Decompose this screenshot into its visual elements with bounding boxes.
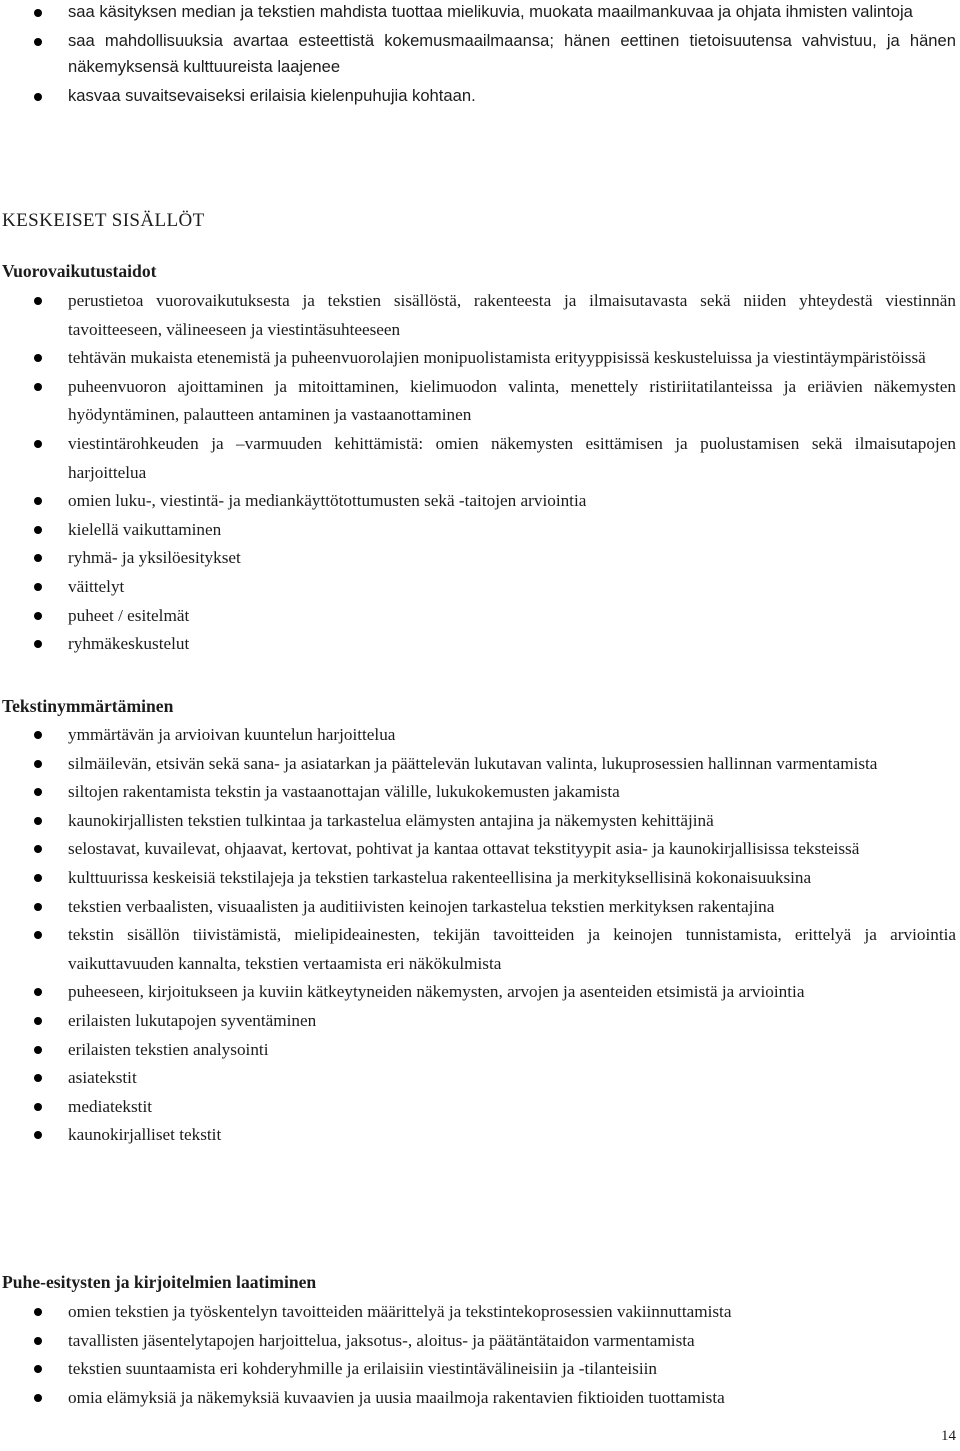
list-item: omia elämyksiä ja näkemyksiä kuvaavien ja uusia maailmoja rakentavien fiktioiden tuottamista	[0, 1384, 958, 1413]
list-item: saa mahdollisuuksia avartaa esteettistä kokemusmaailmaansa; hänen eettinen tietoisuutensa vahvistuu, ja hänen näkemyksensä kulttuureista laajenee	[0, 28, 958, 81]
bullet-icon	[34, 297, 42, 305]
intro-list	[0, 0, 958, 111]
bullet-icon	[34, 731, 42, 739]
list-item: selostavat, kuvailevat, ohjaavat, kertovat, pohtivat ja kantaa ottavat tekstityypit asia- ja kaunokirjallisissa teksteissä	[0, 835, 958, 864]
bullet-icon	[34, 354, 42, 362]
list-item: saa käsityksen median ja tekstien mahdista tuottaa mielikuvia, muokata maailmankuvaa ja ohjata ihmisten valintoja	[0, 0, 958, 26]
list-item: erilaisten lukutapojen syventäminen	[0, 1007, 958, 1036]
bullet-icon	[34, 931, 42, 939]
list-item: viestintärohkeuden ja –varmuuden kehittämistä: omien näkemysten esittämisen ja puolustamisen sekä ilmaisutapojen harjoittelua	[0, 430, 958, 487]
bullet-icon	[34, 440, 42, 448]
section-heading-vuorovaikutustaidot: Vuorovaikutustaidot	[2, 261, 157, 281]
list-item: kielellä vaikuttaminen	[0, 516, 958, 545]
bullet-icon	[34, 1131, 42, 1139]
list-item: asiatekstit	[0, 1064, 958, 1093]
bullet-icon	[34, 38, 42, 46]
bullet-icon	[34, 788, 42, 796]
list-item: silmäilevän, etsivän sekä sana- ja asiatarkan ja päättelevän lukutavan valinta, lukuprosessien hallinnan varmentamista	[0, 750, 958, 779]
list-item: erilaisten tekstien analysointi	[0, 1036, 958, 1065]
list-item: puheet / esitelmät	[0, 602, 958, 631]
bullet-icon	[34, 874, 42, 882]
bullet-icon	[34, 760, 42, 768]
bullet-icon	[34, 612, 42, 620]
bullet-icon	[34, 845, 42, 853]
list-item: siltojen rakentamista tekstin ja vastaanottajan välille, lukukokemusten jakamista	[0, 778, 958, 807]
puhe-esitysten-list	[0, 1298, 958, 1412]
list-item: tekstien suuntaamista eri kohderyhmille ja erilaisiin viestintävälineisiin ja -tilanteisiin	[0, 1355, 958, 1384]
list-item: kaunokirjallisten tekstien tulkintaa ja tarkastelua elämysten antajina ja näkemysten kehittäjinä	[0, 807, 958, 836]
bullet-icon	[34, 9, 42, 17]
bullet-icon	[34, 93, 42, 101]
bullet-icon	[34, 497, 42, 505]
list-item: tehtävän mukaista etenemistä ja puheenvuorolajien monipuolistamista erityyppisissä keskusteluissa ja viestintäympäristöissä	[0, 344, 958, 373]
bullet-icon	[34, 583, 42, 591]
bullet-icon	[34, 1337, 42, 1345]
vuorovaikutustaidot-list	[0, 287, 958, 659]
section-title: KESKEISET SISÄLLÖT	[2, 210, 205, 231]
list-item: ryhmä- ja yksilöesitykset	[0, 544, 958, 573]
list-item: tavallisten jäsentelytapojen harjoittelua, jaksotus-, aloitus- ja päätäntätaidon varmentamista	[0, 1327, 958, 1356]
bullet-icon	[34, 554, 42, 562]
bullet-icon	[34, 988, 42, 996]
list-item: mediatekstit	[0, 1093, 958, 1122]
list-item: puheeseen, kirjoitukseen ja kuviin kätkeytyneiden näkemysten, arvojen ja asenteiden etsimistä ja arviointia	[0, 978, 958, 1007]
bullet-icon	[34, 1308, 42, 1316]
list-item: ymmärtävän ja arvioivan kuuntelun harjoittelua	[0, 721, 958, 750]
page-number: 14	[941, 1428, 956, 1444]
bullet-icon	[34, 1365, 42, 1373]
list-item: kulttuurissa keskeisiä tekstilajeja ja tekstien tarkastelua rakenteellisina ja merkityksellisinä kokonaisuuksina	[0, 864, 958, 893]
list-item: puheenvuoron ajoittaminen ja mitoittaminen, kielimuodon valinta, menettely ristiriitatilanteissa ja eriävien näkemysten hyödyntäminen, palautteen antaminen ja vastaanottaminen	[0, 373, 958, 430]
bullet-icon	[34, 1017, 42, 1025]
list-item: kasvaa suvaitsevaiseksi erilaisia kielenpuhujia kohtaan.	[0, 83, 958, 110]
list-item: ryhmäkeskustelut	[0, 630, 958, 659]
bullet-icon	[34, 817, 42, 825]
bullet-icon	[34, 1046, 42, 1054]
bullet-icon	[34, 903, 42, 911]
bullet-icon	[34, 640, 42, 648]
bullet-icon	[34, 383, 42, 391]
bullet-icon	[34, 526, 42, 534]
list-item: perustietoa vuorovaikutuksesta ja tekstien sisällöstä, rakenteesta ja ilmaisutavasta sekä niiden yhteydestä viestinnän tavoitteeseen, välineeseen ja viestintäsuhteeseen	[0, 287, 958, 344]
list-item: omien luku-, viestintä- ja mediankäyttötottumusten sekä -taitojen arviointia	[0, 487, 958, 516]
bullet-icon	[34, 1394, 42, 1402]
tekstinymmartaminen-list	[0, 721, 958, 1150]
bullet-icon	[34, 1103, 42, 1111]
section-heading-tekstinymmartaminen: Tekstinymmärtäminen	[2, 696, 174, 716]
list-item: kaunokirjalliset tekstit	[0, 1121, 958, 1150]
list-item: omien tekstien ja työskentelyn tavoitteiden määrittelyä ja tekstintekoprosessien vakiinnuttamista	[0, 1298, 958, 1327]
list-item: tekstin sisällön tiivistämistä, mielipideainesten, tekijän tavoitteiden ja keinojen tunnistamista, erittelyä ja arviointia vaikuttavuuden kannalta, tekstien vertaamista eri näkökulmista	[0, 921, 958, 978]
list-item: tekstien verbaalisten, visuaalisten ja auditiivisten keinojen tarkastelua tekstien merkityksen rakentajina	[0, 893, 958, 922]
bullet-icon	[34, 1074, 42, 1082]
section-heading-puhe-esitysten: Puhe-esitysten ja kirjoitelmien laatiminen	[2, 1272, 317, 1292]
list-item: väittelyt	[0, 573, 958, 602]
